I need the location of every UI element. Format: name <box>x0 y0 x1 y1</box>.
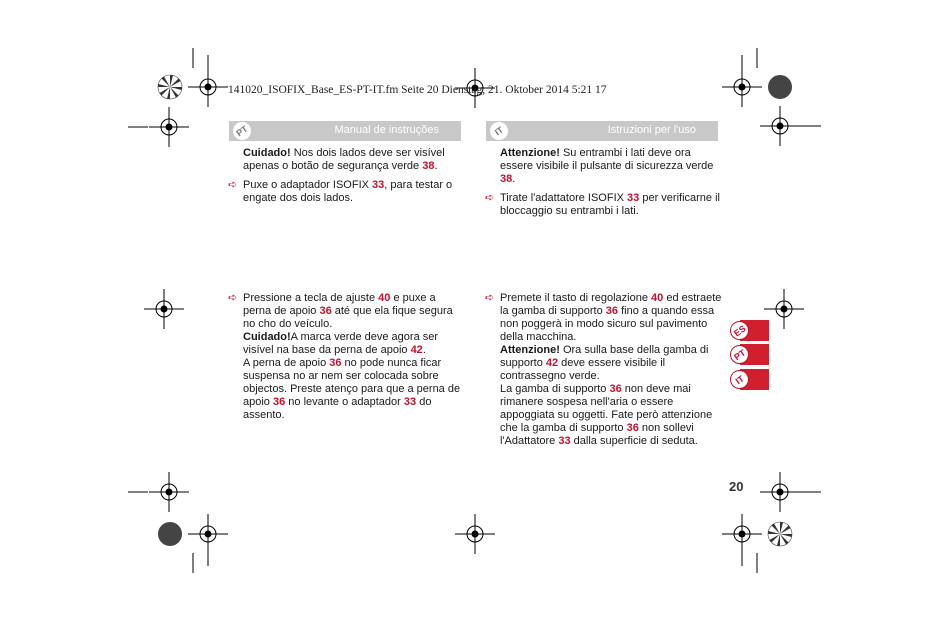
pt-step-pull: ➪ Puxe o adaptador ISOFIX 33, para testar o engate dos dois lados. <box>228 179 453 204</box>
section-title-it: Istruzioni per l'uso <box>607 124 696 136</box>
it-bottom-text <box>485 292 722 448</box>
file-header: 141020_ISOFIX_Base_ES-PT-IT.fm Seite 20 Dienstag, 21. Oktober 2014 5:21 17 <box>228 84 607 96</box>
pt-bottom-text <box>228 292 465 422</box>
it-top-text <box>485 147 722 218</box>
it-warning-1: Attenzione! Su entrambi i lati deve ora essere visibile il pulsante di sicurezza verde 38. <box>500 147 714 185</box>
lang-badge-pt: PT <box>229 118 254 143</box>
pt-step-adjust: ➪ Pressione a tecla de ajuste 40 e puxe a perna de apoio 36 até que ela fique segura no cho do veículo. Cuidado!A marca verde deve agora ser visível na base da perna de apoio 42. A perna de apoio 36 no pode nunca ficar suspensa no ar nem ser colocada sobre objectos. Preste atenço para que a perna de apoio 36 no levante o adaptador 33 do assento. <box>228 292 461 421</box>
step-arrow-icon: ➪ <box>485 192 495 204</box>
lang-tab-es-label: ES <box>726 317 752 343</box>
page-number: 20 <box>729 479 744 494</box>
lang-tab-es[interactable] <box>730 320 769 341</box>
section-bar-pt <box>229 121 461 141</box>
step-arrow-icon: ➪ <box>228 179 238 191</box>
lang-tab-it-label: IT <box>726 366 752 392</box>
it-step-adjust: ➪ Premete il tasto di regolazione 40 ed estraete la gamba di supporto 36 fino a quando essa non poggerà in modo sicuro sul pavimento della macchina. Attenzione! Ora sulla base della gamba di supporto 42 deve essere visibile il contrassegno verde. La gamba di supporto 36 non deve mai rimanere sospesa nell'aria o essere appoggiata su oggetti. Fate però attenzione che la gamba di supporto 36 non sollevi l'Adattatore 33 dalla superficie di seduta. <box>485 292 722 447</box>
lang-tab-it[interactable] <box>730 369 769 390</box>
pt-top-text <box>228 147 465 205</box>
lang-tab-pt-label: PT <box>726 341 752 367</box>
lang-tab-pt[interactable] <box>730 344 769 365</box>
pt-warning-1: Cuidado! Nos dois lados deve ser visível apenas o botão de segurança verde 38. <box>243 147 445 172</box>
section-title-pt: Manual de instruções <box>334 124 439 136</box>
section-bar-it <box>486 121 718 141</box>
lang-badge-it: IT <box>486 118 511 143</box>
step-arrow-icon: ➪ <box>228 292 238 304</box>
step-arrow-icon: ➪ <box>485 292 495 304</box>
it-step-pull: ➪ Tirate l'adattatore ISOFIX 33 per verificarne il bloccaggio su entrambi i lati. <box>485 192 720 217</box>
